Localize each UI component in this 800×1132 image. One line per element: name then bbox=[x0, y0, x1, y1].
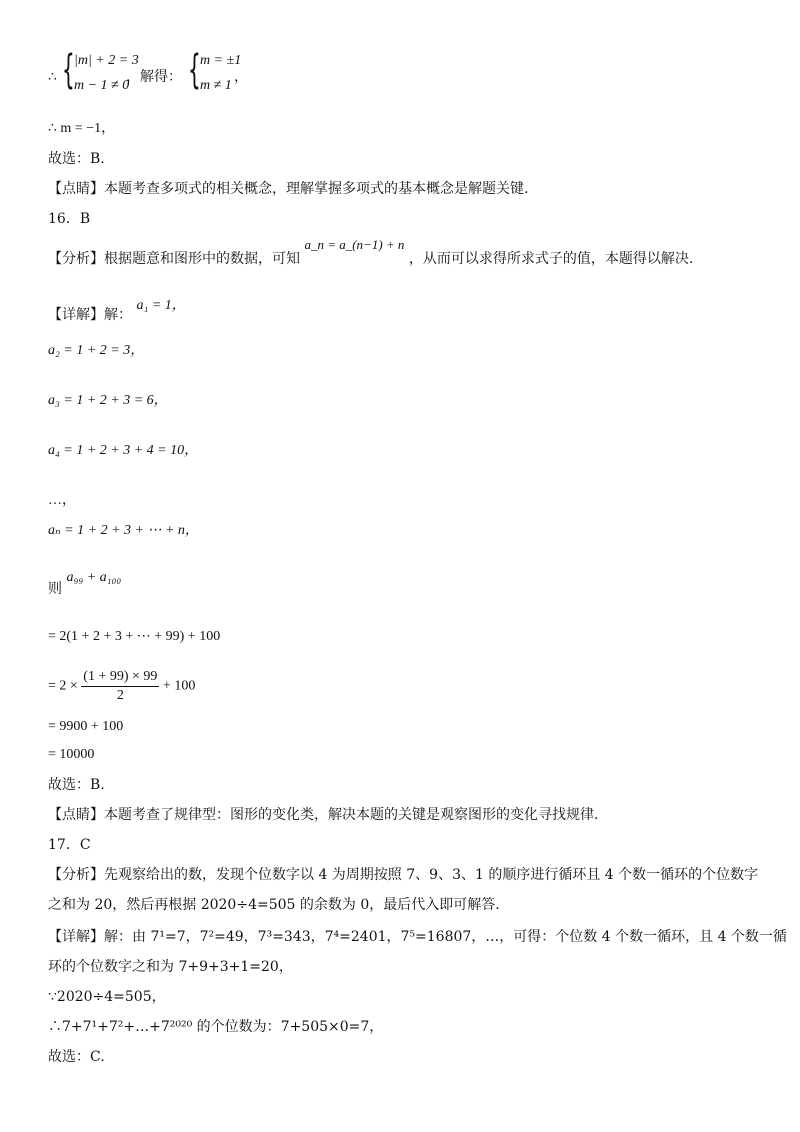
system2-line2: m ≠ 1 bbox=[200, 78, 232, 93]
step-2 bbox=[48, 668, 195, 705]
choice-15: 故选：B. bbox=[48, 151, 105, 167]
comment-15: 【点睛】本题考查多项式的相关概念，理解掌握多项式的基本概念是解题关键. bbox=[48, 181, 529, 197]
analysis-16-formula: a_n = a_(n−1) + n bbox=[304, 237, 405, 252]
because-line: ∵2020÷4=505， bbox=[48, 989, 166, 1005]
question-16-header: 16．B bbox=[48, 211, 91, 227]
step-4: = 10000 bbox=[48, 747, 95, 762]
step-2-fraction bbox=[81, 668, 159, 705]
detail-16-label: 【详解】解： bbox=[48, 307, 132, 323]
therefore-symbol: ∴ bbox=[48, 69, 57, 85]
a2-expr: a₂ = 1 + 2 = 3， bbox=[48, 343, 145, 358]
analysis-16-after: ，从而可以求得所求式子的值，本题得以解决. bbox=[408, 251, 694, 267]
detail-16 bbox=[48, 298, 186, 325]
step-1: = 2(1 + 2 + 3 + ⋯ + 99) + 100 bbox=[48, 629, 221, 644]
then-expr: a₉₉ + a₁₀₀ bbox=[66, 570, 122, 585]
an-expr: aₙ = 1 + 2 + 3 + ⋯ + n， bbox=[48, 523, 199, 538]
solve-text: ，解得： bbox=[126, 69, 182, 85]
dots-line: …， bbox=[48, 493, 76, 508]
analysis-16-before: 【分析】根据题意和图形中的数据，可知 bbox=[48, 251, 300, 267]
choice-17: 故选：C. bbox=[48, 1049, 105, 1065]
analysis-17-line2: 之和为 20，然后再根据 2020÷4=505 的余数为 0，最后代入即可解答. bbox=[48, 897, 500, 913]
left-brace: { bbox=[62, 47, 75, 93]
step-2-numerator: (1 + 99) × 99 bbox=[81, 668, 159, 687]
system1-line2: m − 1 ≠ 0 bbox=[74, 78, 130, 93]
left-brace-2: { bbox=[188, 47, 201, 93]
analysis-17-line1: 【分析】先观察给出的数，发现个位数字以 4 为周期按照 7、9、3、1 的顺序进行循环且 4 个数一循环的个位数字 bbox=[48, 867, 759, 883]
detail-17-line2: 环的个位数字之和为 7+9+3+1=20， bbox=[48, 959, 293, 975]
step-2-denominator: 2 bbox=[116, 688, 124, 703]
detail-17-line1: 【详解】解：由 7¹=7，7²=49，7³=343，7⁴=2401，7⁵=16807，…，可得：个位数 4 个数一循环，且 4 个数一循 bbox=[48, 929, 787, 945]
question-17-header: 17．C bbox=[48, 837, 91, 853]
therefore-line: ∴7+7¹+7²+…+7²⁰²⁰ 的个位数为：7+505×0=7， bbox=[48, 1019, 384, 1035]
comma: ， bbox=[234, 69, 248, 85]
step-2-prefix: = 2 × bbox=[48, 678, 78, 694]
step-3: = 9900 + 100 bbox=[48, 719, 124, 734]
system2-line1: m = ±1 bbox=[200, 53, 242, 68]
then-line bbox=[48, 570, 122, 599]
comment-16: 【点睛】本题考查了规律型：图形的变化类，解决本题的关键是观察图形的变化寻找规律. bbox=[48, 807, 599, 823]
step-2-suffix: + 100 bbox=[162, 678, 196, 694]
a4-expr: a₄ = 1 + 2 + 3 + 4 = 10， bbox=[48, 443, 199, 458]
a1-expr: a₁ = 1， bbox=[136, 298, 186, 313]
result-m: ∴ m = −1， bbox=[48, 121, 116, 136]
a3-expr: a₃ = 1 + 2 + 3 = 6， bbox=[48, 393, 168, 408]
choice-16: 故选：B. bbox=[48, 777, 105, 793]
system1-line1: |m| + 2 = 3 bbox=[74, 53, 139, 68]
then-label: 则 bbox=[48, 581, 62, 597]
analysis-16 bbox=[48, 237, 694, 268]
